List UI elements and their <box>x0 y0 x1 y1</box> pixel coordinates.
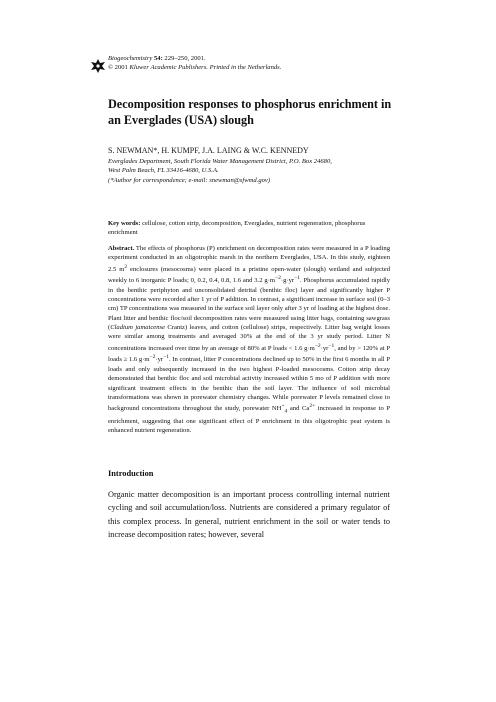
journal-header <box>108 54 408 72</box>
abstract <box>108 244 390 436</box>
article-title: Decomposition responses to phosphorus enrichment in an Everglades (USA) slough <box>108 97 392 127</box>
citation-line <box>108 54 408 63</box>
section-heading-introduction: Introduction <box>108 469 154 478</box>
copyright-mark: © 2001 <box>108 64 130 71</box>
superscript: −1 <box>163 354 169 361</box>
superscript: −2 <box>314 342 321 349</box>
printed-note: Printed in the Netherlands. <box>207 64 282 71</box>
abstract-label: Abstract. <box>108 245 135 252</box>
superscript: −2 <box>149 354 156 361</box>
affiliation-line: Everglades Department, South Florida Water Management District, P.O. Box 24680, <box>108 158 332 165</box>
publisher-logo-icon <box>90 58 106 74</box>
author-list: S. NEWMAN*, H. KUMPF, J.A. LAING & W.C. KENNEDY <box>108 146 309 155</box>
abstract-text: increased in response to P enrichment, suggesting that one significant effect of P enrichment in this oligotrophic peat system is enhanced nutrient regeneration. <box>108 405 390 435</box>
abstract-text: . Phosphorus accumulated rapidly in the benthic periphyton and unconsolidated detrital (benthic floc) layer and significantly higher P concentrations were recorded after 1 yr of P addition. In contrast, a significant increase in surface soil (0–3 cm) TP concentrations was measured in the surface soil layer only after 3 yr of loading at the highest dose. Plant litter and benthic floc/soil decomposition rates were measured using litter bags, containing sawgrass ( <box>108 277 390 332</box>
superscript: −1 <box>294 275 300 282</box>
volume: 54: <box>153 55 163 62</box>
abstract-text: ·g·yr <box>280 277 295 285</box>
abstract-text: ·yr <box>155 356 164 364</box>
copyright-line <box>108 63 408 72</box>
abstract-text: . In contrast, litter P concentrations declined up to 50% in the first 6 months in all P loads and only subsequently increased in the two highest P-loaded mesocosms. Cotton strip decay demonstrated that benthic floc and soil microbial activity increased within 5 mo of P addition with more significant treatment effects in the benthic than the soil layer. The influence of soil microbial transformations was shown in porewater chemistry changes. While porewater P levels remained close to background concentrations throughout the study, porewater NH <box>108 356 390 413</box>
abstract-text: and Ca <box>287 405 310 413</box>
keywords <box>108 219 390 238</box>
species-name: Cladium jamaicense <box>110 324 165 332</box>
superscript: −1 <box>328 342 335 349</box>
journal-name: Biogeochemistry <box>108 55 153 62</box>
superscript: + <box>281 403 285 410</box>
abstract-text: , and by > 120% at P loads ≥ 1.6 g·m <box>108 345 391 364</box>
abstract-text: Crantz) leaves, and cotton (cellulose) strips, respectively. Litter bag weight losses were similar among treatments and averaged 30% at the end of the 3 yr study period. Litter N concentrations increased over time by an average of 80% at P loads < 1.6 g·m <box>108 324 390 352</box>
subscript: 4 <box>284 408 288 415</box>
keywords-label: Key words: <box>108 220 141 227</box>
keywords-text: cellulose, cotton strip, decomposition, Everglades, nutrient regeneration, phosphorus enrichment <box>108 220 366 237</box>
abstract-text: enclosures (mesocosms) were placed in a pristine open-water (slough) wetland and subjected weekly to 6 inorganic P loads; 0, 0.2, 0.4, 0.8, 1.6 and 3.2 g·m <box>108 265 390 285</box>
abstract-text: ·yr <box>320 345 329 352</box>
correspondence-line: (*Author for correspondence; e-mail: snewman@sfwmd.gov) <box>108 176 271 184</box>
affiliation <box>108 157 398 185</box>
superscript: 2 <box>124 263 128 270</box>
introduction-paragraph: Organic matter decomposition is an important process controlling internal nutrient cycling and soil accumulation/loss. Nutrients are considered a primary regulator of this complex process. In general, nutrient enrichment in the soil or water tends to increase decomposition rates; however, several <box>108 490 390 539</box>
abstract-text: The effects of phosphorus (P) enrichment on decomposition rates were measured in a P loading experiment conducted in an oligotrophic marsh in the northern Everglades, USA. In this study, eighteen 2.5 m <box>108 245 390 273</box>
pages-year: 229–250, 2001. <box>162 55 206 62</box>
affiliation-line: West Palm Beach, FL 33416-4680, U.S.A. <box>108 167 219 175</box>
superscript: 2+ <box>309 403 316 410</box>
publisher-name: Kluwer Academic Publishers. <box>129 64 208 71</box>
superscript: −2 <box>275 275 281 282</box>
